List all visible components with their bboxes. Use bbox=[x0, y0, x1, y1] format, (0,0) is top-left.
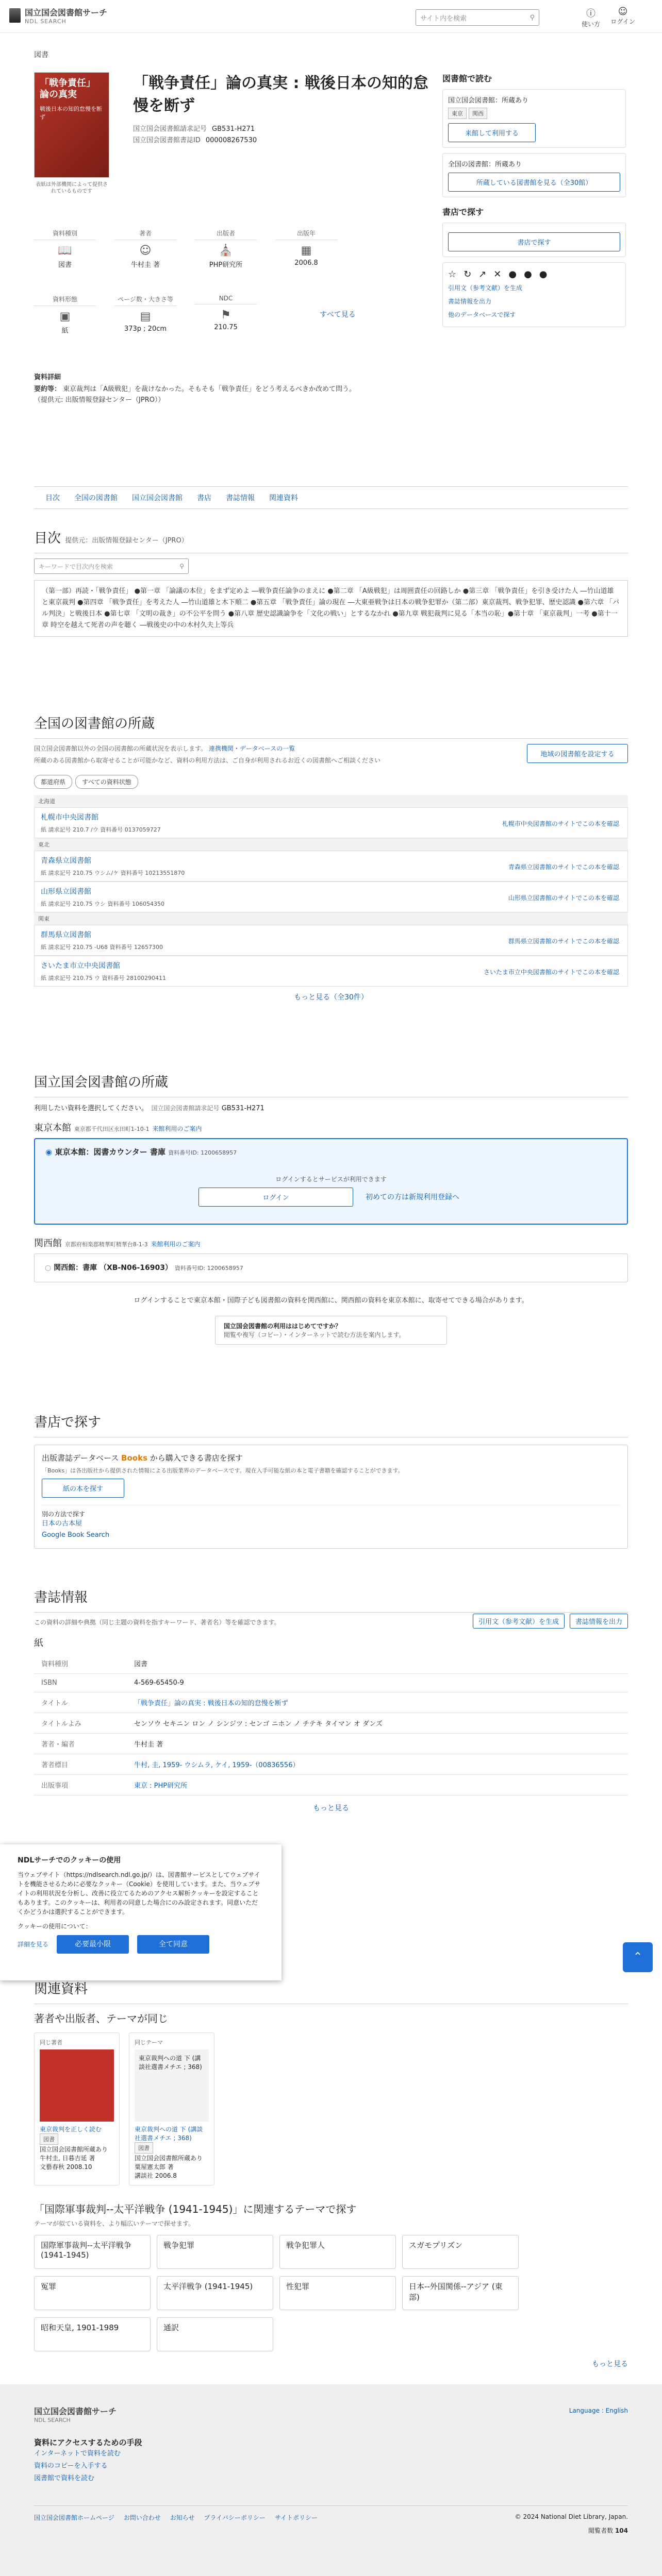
cookie-minimum-button[interactable]: 必要最小限 bbox=[57, 1935, 129, 1954]
calendar-icon: ▦ bbox=[301, 244, 312, 257]
store-section: 書店で探す 出版書誌データベース Books から購入できる書店を探す 「Books」は各出版社から提供された情報による出版業界のデータベースです。現在入手可能な紙の本と電子書籍を確認することができます。 紙の本を探す 別の方法で探す 日本の古本屋 Google Book Search bbox=[34, 1412, 628, 1549]
header-search-input[interactable]: サイト内を検索 ⚲ bbox=[416, 9, 539, 26]
more-biblio-link[interactable]: もっと見る bbox=[313, 1804, 349, 1812]
related-card[interactable]: 同じ著者 東京裁判を正しく読む 図書 国立国会図書館所蔵あり 牛村圭, 日暮吉延 著 文藝春秋 2008.10 bbox=[34, 2032, 120, 2185]
more-keywords-link[interactable]: もっと見る bbox=[592, 2360, 628, 2368]
cite-button[interactable]: 引用文（参考文献）を生成 bbox=[473, 1614, 565, 1629]
prefecture-select[interactable]: 都道府県 bbox=[34, 775, 72, 789]
footer-link[interactable]: 資料のコピーを入手する bbox=[34, 2462, 108, 2470]
tag-icon: ⚑ bbox=[221, 309, 231, 321]
first-time-guide[interactable]: 国立国会図書館の利用ははじめてですか？ 閲覧や複写（コピー）・インターネットで読む方法を案内します。 bbox=[215, 1316, 447, 1345]
kansai-guide-link[interactable]: 来館利用のご案内 bbox=[151, 1241, 201, 1248]
grid-item-pages: ページ数・大きさ等 ▤ 373p ; 20cm bbox=[114, 295, 176, 333]
grid-item-author: 著者 ☺ 牛村圭 著 bbox=[114, 229, 176, 269]
book-cover: 「戦争責任」論の真実 戦後日本の知的怠慢を断ず bbox=[34, 72, 109, 178]
cookie-detail-link[interactable]: 詳細を見る bbox=[18, 1941, 49, 1948]
keyword-card[interactable]: 昭和天皇, 1901-1989 bbox=[34, 2317, 151, 2351]
logo-title: 国立国会図書館サーチ bbox=[25, 8, 108, 18]
book-summary: 資料詳細 要約等： 東京裁判は「A級戦犯」を裁けなかった。そもそも「戦争責任」をどう考えるべきか改めて問う。 （提供元: 出版情報登録センター（JPRO）） bbox=[34, 374, 356, 404]
building-icon: ⛪ bbox=[219, 244, 233, 257]
ndl-section: 国立国会図書館の所蔵 利用したい資料を選択してください。 国立国会図書館請求記号 GB531-H271 東京本館 東京都千代田区永田町1-10-1 来館利用のご案内 ◉ 東京本館：図書カウンター 書庫 資料番号ID: 1200658957 ログインするとサービスが利用できます ログイン 初めての方は新規利用登録へ 関西館 京都府相楽郡精華町精華台8-1-3 来館利用のご案内 ○ 関西館：書庫 （XB-N06-16903） 資料番号ID: 1200658957 ログインすることで東京本館・国際子ども図書館の資料を関西館に、関西館の資料を東京本館に、取寄せてできる場合があります。 国立国会図書館の利用ははじめてですか？ 閲覧や複写（コピー）・インターネットで読む方法を案内します。 bbox=[34, 1072, 628, 1345]
back-to-top-button[interactable] bbox=[623, 1942, 653, 1972]
library-row: さいたま市立中央図書館 紙 請求記号 210.75 ウ 資料番号 28100290411 さいたま市立中央図書館のサイトでこの本を確認 bbox=[34, 956, 628, 987]
tab-ndl[interactable]: 国立国会図書館 bbox=[132, 494, 183, 502]
footer-link[interactable]: インターネットで資料を読む bbox=[34, 2450, 121, 2458]
keyword-card[interactable]: 日本--外国関係--アジア (東部) bbox=[402, 2276, 519, 2310]
kosho-link[interactable]: 日本の古本屋 bbox=[42, 1520, 82, 1528]
store-button[interactable]: 書店で探す bbox=[448, 232, 620, 251]
all-libraries-button[interactable]: 所蔵している図書館を見る（全30館） bbox=[448, 173, 620, 192]
search-icon: ⚲ bbox=[179, 563, 184, 570]
login-button[interactable]: ログイン bbox=[198, 1188, 353, 1207]
site-header bbox=[0, 0, 662, 33]
ruler-icon: ▤ bbox=[140, 310, 151, 323]
keyword-card[interactable]: 太平洋戦争 (1941-1945) bbox=[157, 2276, 273, 2310]
more-libraries-link[interactable]: もっと見る（全30件） bbox=[294, 993, 368, 1002]
cover-thumb bbox=[40, 2049, 114, 2122]
toc-search-input[interactable]: キーワードで目次内を検索 ⚲ bbox=[34, 558, 189, 574]
tab-related[interactable]: 関連資料 bbox=[269, 494, 298, 502]
tokyo-guide-link[interactable]: 来館利用のご案内 bbox=[152, 1125, 202, 1132]
cookie-accept-all-button[interactable]: 全て同意 bbox=[137, 1935, 209, 1954]
partner-list-link[interactable]: 連携機関・データベースの一覧 bbox=[208, 745, 295, 752]
share-box bbox=[442, 262, 626, 327]
keyword-grid bbox=[34, 2235, 628, 2359]
keyword-card[interactable]: スガモプリズン bbox=[402, 2235, 519, 2269]
related-section: 関連資料 著者や出版者、テーマが同じ 同じ著者 東京裁判を正しく読む 図書 国立国会図書館所蔵あり 牛村圭, 日暮吉延 著 文藝春秋 2008.10 同じテーマ 東京裁判への道 下 (講談社選書メチエ ; 368) 東京裁判への道 下 (講談社選書メチエ ; 368) 図書 国立国会図書館所蔵あり 粟屋憲太郎 著 講談社 2006.8 「国際軍事裁判--太平洋戦争 (1941-1945)」に関連するテーマで探す テーマが似ている資料を、より幅広いテーマで探せます。 国際軍事裁判--太平洋戦争 (1941-1945)戦争犯罪 戦争犯罪人 スガモプリズン冤罪 太平洋戦争 (1941-1945) 性犯罪 日本--外国関係--アジア (東部)昭和天皇, 1901-1989 通訳 もっと見る bbox=[34, 1978, 628, 2369]
toc-section: 目次 提供元：出版情報登録センター（JPRO） キーワードで目次内を検索 ⚲ （第一部）再読・「戦争責任」 ●第一章 「論議の本位」をまず定めよ ―戦争責任論争のまえに ●第二章 「A級戦犯」は周囲責任の回路しか ●第三章 「戦争責任」を引き受けた人 ―竹山道雄と東京裁判 ●第四章 「戦争責任」を考えた人 ―竹山道雄と木下順二 ●第五章 「戦争責任」論の現在 ―大東亜戦争は日本の戦争犯罪か（第二部）東京裁判、戦争犯罪、歴史認識 ●第六章 「パル判決」と戦後日本 ●第七章 「文明の裁き」の不公平を問う ●第八章 歴史認識論争を「文化の戦い」とするなかれ ●第九章 戦犯裁判に見る「本当の恥」●第十章 「東京裁判」一考 ●第十一章 時空を越えて死者の声を聴く ―戦後史の中の木村久夫上等兵 bbox=[34, 528, 628, 637]
export-button[interactable]: 書誌情報を出力 bbox=[570, 1614, 628, 1629]
radio-selected: ◉ bbox=[45, 1147, 53, 1157]
grid-item-publisher: 出版者 ⛪ PHP研究所 bbox=[195, 229, 257, 269]
person-icon: ☺ bbox=[139, 244, 152, 257]
cookie-banner: NDLサーチでのクッキーの使用 当ウェブサイト（https://ndlsearch.ndl.go.jp/）は、図書館サービスとしてウェブサイトを機能させるために必要なクッキー（Cookie）を使用しています。また、当ウェブサイトの利用状況を分析し、改善に役立てるためのアクセス解析クッキーを設定することもあります。このクッキーは、利用者の同意した場合にのみ設定されます。同意いただくかどうかは選択することができます。 クッキーの使用について： 詳細を見る 必要最小限 全て同意 bbox=[0, 1844, 282, 1980]
help-icon: ⓘ bbox=[586, 8, 595, 19]
all-libraries-box: 全国の図書館：所蔵あり 所蔵している図書館を見る（全30館） bbox=[442, 153, 626, 197]
footer-link[interactable]: 図書館で資料を読む bbox=[34, 2475, 95, 2482]
page-title: 「戦争責任」論の真実 : 戦後日本の知的怠慢を断ず bbox=[133, 74, 428, 115]
breadcrumb: 図書 bbox=[34, 51, 48, 59]
related-card[interactable]: 同じテーマ 東京裁判への道 下 (講談社選書メチエ ; 368) 東京裁判への道 下 (講談社選書メチエ ; 368) 図書 国立国会図書館所蔵あり 粟屋憲太郎 著 講談社 2006.8 bbox=[129, 2032, 214, 2185]
keyword-card[interactable]: 戦争犯罪 bbox=[157, 2235, 273, 2269]
tab-store[interactable]: 書店 bbox=[197, 494, 211, 502]
grid-item-ndc: NDC ⚑ 210.75 bbox=[195, 295, 257, 331]
login-button[interactable]: ☺ ログイン bbox=[608, 6, 637, 26]
book-icon: 📖 bbox=[58, 244, 72, 257]
tab-libraries[interactable]: 全国の図書館 bbox=[74, 494, 118, 502]
logo-subtitle: NDL SEARCH bbox=[25, 18, 67, 25]
ndl-holding-box: 国立国会図書館：所蔵あり 東京 関西 来館して利用する bbox=[442, 89, 626, 148]
biblio-section: 書誌情報 この資料の詳細や典拠（同じ主題の資料を指すキーワード、著者名）等を確認できます。 引用文（参考文献）を生成 書誌情報を出力 紙 資料種別 図書 ISBN 4-569-65450-9 タイトル 「戦争責任」論の真実 : 戦後日本の知的怠慢を断ず タイトルよみ センソウ セキニン ロン ノ シンジツ : センゴ ニホン ノ チテキ タイマン オ ダンズ 著者・編者 牛村圭 著 著者標目 牛村, 圭, 1959- ウシムラ, ケイ, 1959-（00836556） 出版事項 東京 : PHP研究所 もっと見る bbox=[34, 1587, 628, 1813]
cover-note: 表紙は外部機関によって提供されているものです bbox=[36, 182, 108, 194]
keyword-card[interactable]: 通訳 bbox=[157, 2317, 273, 2351]
share-icons[interactable]: ☆↻↗✕●●● bbox=[448, 269, 555, 280]
books-box: 出版書誌データベース Books から購入できる書店を探す 「Books」は各出版社から提供された情報による出版業界のデータベースです。現在入手可能な紙の本と電子書籍を確認することができます。 紙の本を探す 別の方法で探す 日本の古本屋 Google Book Search bbox=[34, 1445, 628, 1549]
site-footer: 国立国会図書館サーチ NDL SEARCH Language : English 資料にアクセスするための手段 インターネットで資料を読む 資料のコピーを入手する 図書館で資料を読む 国立国会図書館ホームページ お問い合わせ お知らせ プライバシーポリシー サイトポリシー © 2024 National Diet Library, Japan. 閲覧者数 104 bbox=[0, 2384, 662, 2576]
google-books-link[interactable]: Google Book Search bbox=[42, 1531, 110, 1539]
keyword-card[interactable]: 戦争犯罪人 bbox=[279, 2235, 396, 2269]
library-row: 札幌市中央図書館 紙 請求記号 210.7 /ウ 資料番号 0137059727 札幌市中央図書館のサイトでこの本を確認 bbox=[34, 807, 628, 838]
chevron-up-icon: ⌃ bbox=[633, 1951, 643, 1963]
tokyo-item-box[interactable]: ◉ 東京本館：図書カウンター 書庫 資料番号ID: 1200658957 ログインするとサービスが利用できます ログイン 初めての方は新規利用登録へ bbox=[34, 1138, 628, 1225]
book-ids: 国立国会図書館請求記号 GB531-H271 国立国会図書館書誌ID 000008267530 bbox=[133, 125, 257, 144]
library-row: 山形県立図書館 紙 請求記号 210.75 ウシ 資料番号 106054350 山形県立図書館のサイトでこの本を確認 bbox=[34, 882, 628, 912]
biblio-table: 資料種別 図書 ISBN 4-569-65450-9 タイトル 「戦争責任」論の真実 : 戦後日本の知的怠慢を断ず タイトルよみ センソウ セキニン ロン ノ シンジツ : センゴ ニホン ノ チテキ タイマン オ ダンズ 著者・編者 牛村圭 著 著者標目 牛村, 圭, 1959- ウシムラ, ケイ, 1959-（00836556） 出版事項 東京 : PHP研究所 bbox=[34, 1653, 628, 1795]
grid-item-form: 資料形態 ▣ 紙 bbox=[34, 295, 96, 335]
library-row: 群馬県立図書館 紙 請求記号 210.75 -U68 資料番号 12657300 群馬県立図書館のサイトでこの本を確認 bbox=[34, 925, 628, 956]
site-logo[interactable] bbox=[9, 6, 107, 25]
status-select[interactable]: すべての資料状態 bbox=[75, 775, 138, 789]
keyword-card[interactable]: 冤罪 bbox=[34, 2276, 151, 2310]
keyword-card[interactable]: 性犯罪 bbox=[279, 2276, 396, 2310]
toc-text: （第一部）再読・「戦争責任」 ●第一章 「論議の本位」をまず定めよ ―戦争責任論争のまえに ●第二章 「A級戦犯」は周囲責任の回路しか ●第三章 「戦争責任」を引き受けた人 ―竹山道雄と東京裁判 ●第四章 「戦争責任」を考えた人 ―竹山道雄と木下順二 ●第五章 「戦争責任」論の現在 ―大東亜戦争は日本の戦争犯罪か（第二部）東京裁判、戦争犯罪、歴史認識 ●第六章 「パル判決」と戦後日本 ●第七章 「文明の裁き」の不公平を問う ●第八章 歴史認識論争を「文化の戦い」とするなかれ ●第九章 戦犯裁判に見る「本当の恥」●第十章 「東京裁判」一考 ●第十一章 時空を越えて死者の声を聴く ―戦後史の中の木村久夫上等兵 bbox=[34, 580, 628, 637]
see-all-link[interactable]: すべて見る bbox=[320, 311, 356, 319]
section-tabs bbox=[34, 486, 628, 509]
download-link[interactable]: 書誌情報を出力 bbox=[448, 298, 492, 305]
find-paper-book-button[interactable]: 紙の本を探す bbox=[42, 1479, 124, 1498]
libraries-section: 全国の図書館の所蔵 国立国会図書館以外の全国の図書館の所蔵状況を表示します。 連携機関・データベースの一覧 所蔵のある図書館から取寄せることが可能かなど、資料の利用方法は、ご自身が利用されるお近くの図書館へご相談ください 地域の図書館を設定する 都道府県 すべての資料状態 北海道 札幌市中央図書館 紙 請求記号 210.7 /ウ 資料番号 0137059727 札幌市中央図書館のサイトでこの本を確認 東北 青森県立図書館 紙 請求記号 210.75 ウシム/ケ 資料番号 10213551870 青森県立図書館のサイトでこの本を確認 山形県立図書館 紙 請求記号 210.75 ウシ 資料番号 106054350 山形県立図書館のサイトでこの本を確認 関東 群馬県立図書館 紙 請求記号 210.75 -U68 資料番号 12657300 群馬県立図書館のサイトでこの本を確認 さいたま市立中央図書館 紙 請求記号 210.75 ウ 資料番号 28100290411 さいたま市立中央図書館のサイトでこの本を確認 もっと見る（全30件） bbox=[34, 713, 628, 1002]
grid-item-year: 出版年 ▦ 2006.8 bbox=[275, 229, 337, 267]
user-icon: ☺ bbox=[618, 6, 628, 17]
side-panel: 図書館で読む 国立国会図書館：所蔵あり 東京 関西 来館して利用する 全国の図書館：所蔵あり 所蔵している図書館を見る（全30館） 書店で探す 書店で探す ☆↻↗✕●●● 引用文（参考文献）を生成 書誌情報を出力 他のデータベースで探す bbox=[442, 72, 626, 332]
paper-icon: ▣ bbox=[59, 310, 71, 323]
help-button[interactable]: ⓘ 使い方 bbox=[576, 6, 605, 28]
visit-button[interactable]: 来館して利用する bbox=[448, 123, 536, 142]
keyword-card[interactable]: 国際軍事裁判--太平洋戦争 (1941-1945) bbox=[34, 2235, 151, 2269]
cite-link[interactable]: 引用文（参考文献）を生成 bbox=[448, 284, 523, 292]
tab-toc[interactable]: 目次 bbox=[45, 494, 60, 502]
ndl-logo-icon bbox=[9, 8, 21, 23]
set-region-button[interactable]: 地域の図書館を設定する bbox=[527, 744, 628, 763]
grid-item-type: 資料種別 📖 図書 bbox=[34, 229, 96, 269]
kansai-item-box[interactable]: ○ 関西館：書庫 （XB-N06-16903） 資料番号ID: 1200658957 bbox=[34, 1253, 628, 1282]
other-db-link[interactable]: 他のデータベースで探す bbox=[448, 311, 516, 318]
language-link[interactable]: Language : English bbox=[569, 2407, 628, 2414]
search-icon[interactable]: ⚲ bbox=[529, 13, 535, 22]
library-row: 青森県立図書館 紙 請求記号 210.75 ウシム/ケ 資料番号 10213551870 青森県立図書館のサイトでこの本を確認 bbox=[34, 851, 628, 882]
tab-biblio[interactable]: 書誌情報 bbox=[226, 494, 255, 502]
register-link[interactable]: 初めての方は新規利用登録へ bbox=[366, 1193, 459, 1201]
